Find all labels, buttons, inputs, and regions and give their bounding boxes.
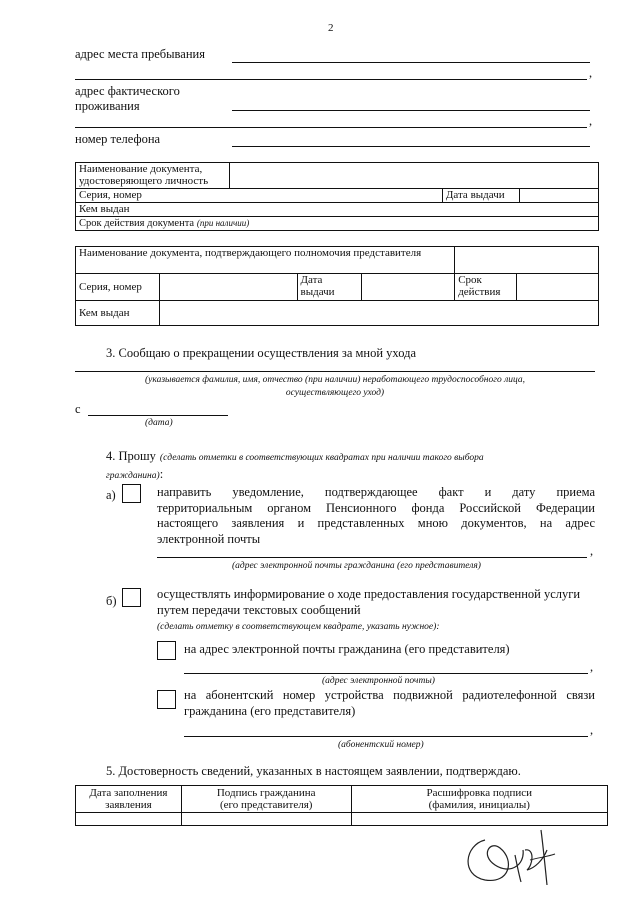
rep-series-field[interactable] (159, 274, 297, 301)
rep-doc-name-label: Наименование документа, подтверждающего полномочия представителя (76, 247, 455, 274)
option-a-email-hint: (адрес электронной почты гражданина (его представителя) (232, 561, 481, 571)
fill-date-header: Дата заполнения заявления (76, 786, 182, 813)
signature-decode-header: Расшифровка подписи (фамилия, инициалы) (351, 786, 607, 813)
comma: , (589, 66, 593, 80)
option-b1-checkbox[interactable] (157, 641, 176, 660)
option-b2-text: на абонентский номер устройства подвижной радиотелефонной связи гражданина (его представителя) (184, 688, 595, 718)
option-b2-hint: (абонентский номер) (338, 740, 424, 750)
address-stay-line-2[interactable] (75, 79, 587, 80)
address-actual-line-2[interactable] (75, 127, 587, 128)
option-a-text: направить уведомление, подтверждающее факт и дату приема территориальным органом Пенсионного фонда Российской Федерации настоящего заявления и представленных мною документов, на адрес электронной почты (157, 485, 595, 546)
section-5-title: 5. Достоверность сведений, указанных в настоящем заявлении, подтверждаю. (106, 764, 521, 778)
address-actual-line[interactable] (232, 110, 590, 111)
doc-validity-note: (при наличии) (196, 218, 250, 228)
handwritten-signature (455, 820, 565, 890)
option-a-checkbox[interactable] (122, 484, 141, 503)
address-actual-label: адрес фактического проживания (75, 84, 180, 113)
doc-validity-row (76, 217, 599, 231)
option-a-email-line[interactable] (157, 557, 587, 558)
doc-name-label: Наименование документа, удостоверяющего личность (76, 163, 230, 189)
address-stay-label: адрес места пребывания (75, 47, 205, 61)
section-3-title: 3. Сообщаю о прекращении осуществления за мной ухода (106, 346, 416, 360)
option-b-text: осуществлять информирование о ходе предоставления государственной услуги путем передачи текстовых сообщений (157, 587, 581, 617)
doc-issue-date-field[interactable] (519, 189, 598, 203)
rep-term-field[interactable] (517, 274, 599, 301)
comma: , (590, 660, 594, 674)
from-date-line[interactable] (88, 415, 228, 416)
from-label: с (75, 402, 81, 416)
option-b-label: б) (106, 594, 117, 608)
doc-issued-by-label: Кем выдан (76, 203, 599, 217)
doc-issue-date-label: Дата выдачи (442, 189, 519, 203)
doc-series-label: Серия, номер (76, 189, 443, 203)
option-b1-hint: (адрес электронной почты) (322, 676, 435, 686)
rep-issued-by-label: Кем выдан (76, 301, 160, 326)
option-b2-phone-line[interactable] (184, 736, 588, 737)
comma: , (590, 544, 594, 558)
rep-date-label: Дата выдачи (297, 274, 362, 301)
option-b2-checkbox[interactable] (157, 690, 176, 709)
comma: , (590, 723, 594, 737)
date-hint: (дата) (145, 418, 173, 428)
option-a-label: а) (106, 488, 116, 502)
option-b1-text: на адрес электронной почты гражданина (его представителя) (184, 642, 510, 656)
comma: , (589, 114, 593, 128)
identity-document-table (75, 162, 599, 231)
fill-date-field[interactable] (76, 813, 182, 826)
doc-name-field[interactable] (230, 163, 599, 189)
signature-header: Подпись гражданина (его представителя) (181, 786, 351, 813)
rep-series-label: Серия, номер (76, 274, 160, 301)
signature-field[interactable] (181, 813, 351, 826)
rep-date-field[interactable] (362, 274, 455, 301)
phone-label: номер телефона (75, 132, 161, 146)
rep-doc-name-field[interactable] (455, 247, 599, 274)
option-b-checkbox[interactable] (122, 588, 141, 607)
rep-issued-by-field[interactable] (159, 301, 598, 326)
option-b-note: (сделать отметку в соответствующем квадрате, указать нужное): (157, 622, 440, 632)
address-stay-line[interactable] (232, 62, 590, 63)
doc-validity-label: Срок действия документа (79, 218, 195, 229)
option-b1-email-line[interactable] (184, 673, 588, 674)
page-number: 2 (328, 22, 334, 34)
phone-line[interactable] (232, 146, 590, 147)
rep-term-label: Срок действия (455, 274, 517, 301)
section-4-title: 4. Прошу (сделать отметки в соответствующих квадратах при наличии такого выбора гражданина): (106, 449, 484, 481)
caregiver-hint: (указывается фамилия, имя, отчество (при наличии) неработающего трудоспособного лица, осуществляющего уход) (145, 375, 525, 398)
representative-document-table (75, 246, 599, 326)
caregiver-name-line[interactable] (75, 371, 595, 372)
